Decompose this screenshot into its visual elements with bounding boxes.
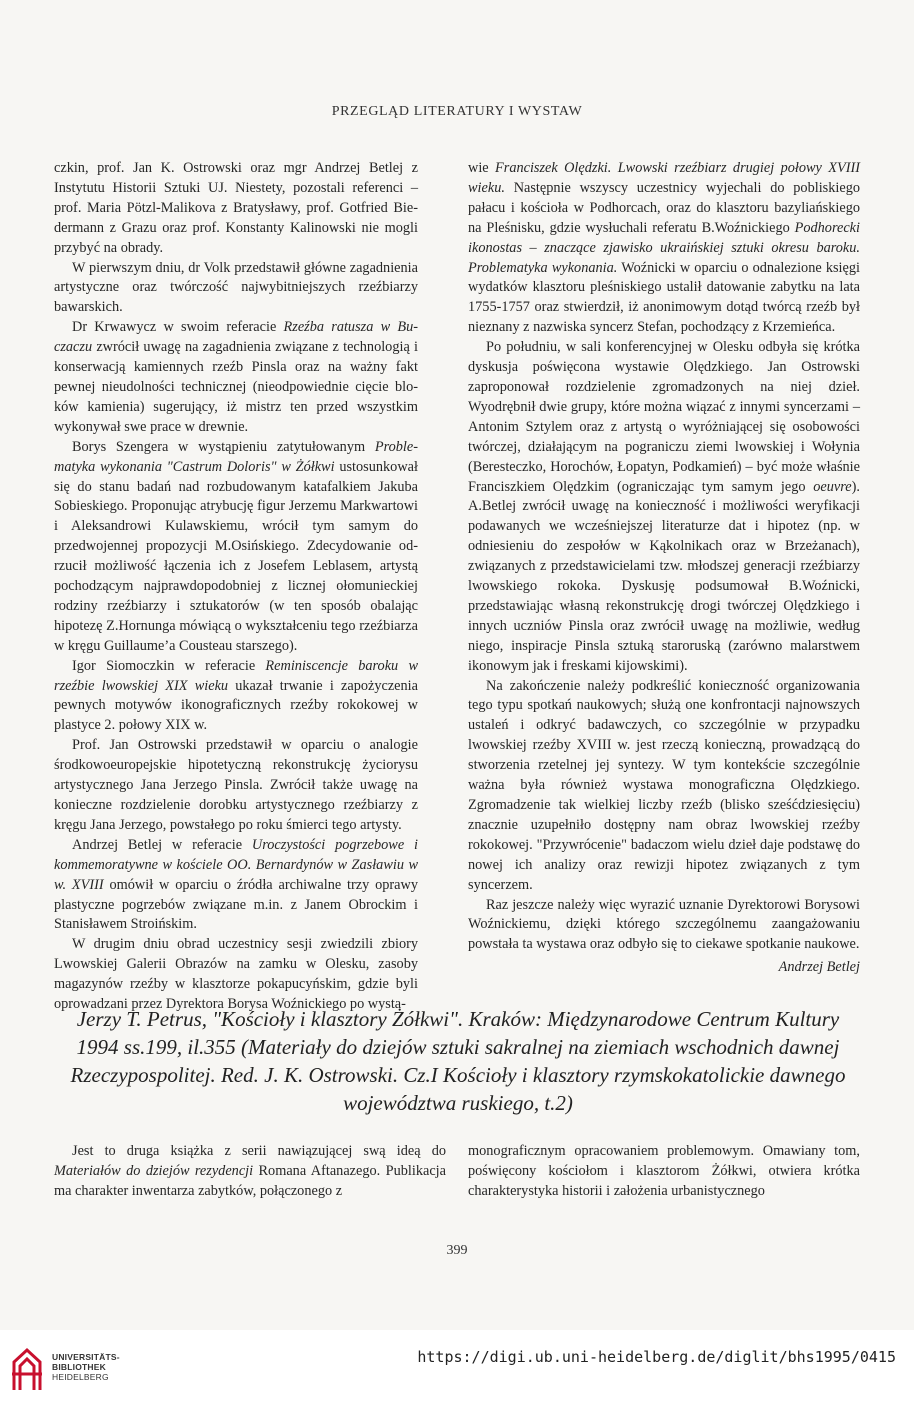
- paragraph: Raz jeszcze należy więc wyrazić uznanie Dyrektorowi Borysowi Woźnickiemu, dzięki którego szczególnemu zaangażowaniu powstała ta wystawa oraz odbyło się to ciekawe spotkanie naukowe.: [468, 896, 860, 953]
- library-name-line: BIBLIOTHEK: [52, 1362, 106, 1372]
- library-name: [52, 1352, 120, 1382]
- paragraph: Borys Szengera w wystąpieniu zatytułowanym Problematyka wykonania "Castrum Doloris" w Żółkwi ustosunkował się do stanu badań nad rozbudowanym katafalkiem Jakuba Sobieskiego. Proponując atrybucję figur Jerzemu Markwartowi i Aleksandrowi Kulawskiemu, wrócił tym samym do przedwojennej propozycji M.Osińskiego. Zdecydowanie odrzucił możliwość łączenia ich z Josefem Leblasem, artystą pochodzącym najprawdopodobniej z licznej ołomunieckiej rodziny rzeźbiarzy i sztukatorów (w ten sposób obalając hipotezę Z.Hornunga mówiącą o wykształceniu tego rzeźbiarza w kręgu Guillaume’a Cousteau starszego).: [54, 438, 418, 654]
- paragraph: Jest to druga książka z serii nawiązującej swą ideą do Materiałów do dziejów rezydencji Romana Aftanazego. Publikacja ma charakter inwentarza zabytków, połączonego z: [54, 1143, 446, 1199]
- left-column: [54, 159, 418, 1015]
- paragraph: Andrzej Betlej w referacie Uroczystości pogrzebowe i kommemoratywne w kościele OO. Bernardynów w Zasławiu w w. XVIII omówił w oparciu o źródła archiwalne trzy oprawy plastyczne pogrzebów związane m.in. z Janem Obrockim i Stanisławem Stroińskim.: [54, 836, 419, 933]
- paragraph: W drugim dniu obrad uczestnicy sesji zwiedzili zbiory Lwowskiej Galerii Obrazów na zamku w Olesku, zasoby magazynów rzeźby w klasztorze pokapucyńskim, gdzie byli oprowadzani przez Dyrektora Borysa Woźnickiego po wysta-: [54, 936, 418, 1013]
- paragraph: monograficznym opracowaniem problemowym. Omawiany tom, poświęcony kościołom i klasztorom Żółkwi, otwiera krótka charakterystyka historii i założenia urbanistycznego: [468, 1143, 860, 1199]
- library-name-line: HEIDELBERG: [52, 1372, 109, 1382]
- footer-bar: [0, 1330, 914, 1403]
- paragraph: Dr Krwawycz w swoim referacie Rzeźba ratusza w Buczaczu zwrócił uwagę na zagadnienia związane z technologią i konserwacją kamiennych rzeźb Pinsla oraz na ważny fakt pewnej nieudolności technicznej (nieodpowiednie cięcie bloków kamienia) sugerujący, iż mistrz ten przed wszystkim wykonywał swe prace w drewnie.: [54, 319, 418, 435]
- permalink-url[interactable]: https://digi.ub.uni-heidelberg.de/diglit/bhs1995/0415: [417, 1348, 896, 1366]
- page-number: 399: [446, 1243, 468, 1258]
- paragraph: Prof. Jan Ostrowski przedstawił w oparciu o analogie środkowoeuropejskie hipotetyczną rekonstrukcję życiorysu artystycznego Jana Jerzego Pinsla. Zwrócił także uwagę na konieczne rozdzielenie dorobku artystycznego rzeźbiarzy z kręgu Jana Jerzego, powstałego po roku śmierci tego artysty.: [54, 737, 418, 833]
- paragraph: wie Franciszek Olędzki. Lwowski rzeźbiarz drugiej połowy XVIII wieku. Następnie wszyscy uczestnicy wyjechali do pobliskiego pałacu i kościoła w Podhorcach, oraz do klasztoru bazyliańskiego na Pleśnisku, gdzie wysłuchali referatu B.Woźnickiego Podhorecki ikonostas – znaczące zjawisko ukraińskiej sztuki okresu baroku. Problematyka wykonania. Woźnicki w oparciu o odnalezione księgi wydatków klasztoru pleśniskiego ustalił datowanie zabytku na lata 1755-1757 oraz stwierdził, iż anonimowym dotąd twórcą rzeźb był nieznany z nazwiska syncerz Stefan, pochodzący z Krzemieńca.: [468, 160, 860, 336]
- review-left-column: [54, 1142, 446, 1202]
- paragraph: Igor Siomoczkin w referacie Reminiscencje baroku w rzeźbie lwowskiej XIX wieku ukazał trwanie i zapożyczenia pewnych motywów ikonograficznych rzeźby rokokowej w plastyce 2. połowy XIX w.: [54, 657, 418, 734]
- author-signature: Andrzej Betlej: [778, 959, 860, 976]
- library-name-line: UNIVERSITÄTS-: [52, 1352, 120, 1362]
- heidelberg-library-logo-icon: [10, 1344, 44, 1392]
- review-right-column: [468, 1142, 860, 1202]
- paragraph: W pierwszym dniu, dr Volk przedstawił główne zagadnienia artystyczne oraz twórczość najwybitniejszych rzeźbiarzy bawarskich.: [54, 259, 418, 316]
- paragraph: Na zakończenie należy podkreślić konieczność organizowania tego typu spotkań naukowych; służą one konfrontacji najnowszych ustaleń i odkryć badawczych, co szczególnie w przypadku lwowskiej rzeźby XVIII w. jest rzeczą konieczną, prowadzącą do stworzenia rzetelnej jej syntezy. W tym kontekście szczególnie ważna była również wystawa monograficzna Olędzkiego. Zgromadzenie tak wielkiej liczby rzeźb (blisko sześćdziesięciu) znacznie uzupełniło dostępny nam obraz lwowskiej rzeźby rokokowej. "Przywrócenie" badaczom wielu dzieł daje podstawę do nowej ich analizy oraz rewizji hipotez związanych z tym syncerzem.: [468, 677, 860, 893]
- paragraph: czkin, prof. Jan K. Ostrowski oraz mgr Andrzej Betlej z Instytutu Historii Sztuki UJ. Niestety, pozostali referenci – prof. Maria Pötzl-Malikova z Bratysławy, prof. Gotfried Biedermann z Grazu oraz prof. Konstanty Kalinowski nie mogli przybyć na obrady.: [54, 160, 418, 256]
- running-header: PRZEGLĄD LITERATURY I WYSTAW: [331, 104, 583, 119]
- review-title: Jerzy T. Petrus, "Kościoły i klasztory Żółkwi". Kraków: Międzynarodowe Centrum Kultury 1994 ss.199, il.355 (Materiały do dziejów sztuki sakralnej na ziemiach wschodnich dawnej Rzeczypospolitej. Red. J. K. Ostrowski. Cz.I Kościoły i klasztory rzymskokatolickie dawnego województwa ruskiego, t.2): [70, 1007, 846, 1115]
- right-column: [468, 159, 860, 978]
- paragraph: Po południu, w sali konferencyjnej w Olesku odbyła się krótka dyskusja poświęcona wystawie Olędzkiego. Jan Ostrowski zaproponował rozdzielenie zgromadzonych na niej dzieł. Wyodrębnił dwie grupy, które można wiązać z innymi syncerzami – Antonim Sztylem oraz z artystą o wyróżniającej się osobowości twórczej, działającym na pograniczu ziemi lwowskiej i Wołynia (Beresteczko, Horochów, Łopatyn, Podkamień) – być może właśnie Franciszkiem Olędzkim (ograniczając tym samym jego oeuvre). A.Betlej zwrócił uwagę na konieczność i możliwości weryfikacji podawanych we wcześniejszej literaturze dat i hipotez (np. w odniesieniu do zespołów w Kąkolnikach oraz w Brzeżanach), związanych z przedstawicielami tzw. młodszej generacji rzeźbiarzy lwowskiego rokoka. Dyskusję podsumował B.Woźnicki, przedstawiając własną rekonstrukcję drogi twórczej Olędzkiego i innych uczniów Pinsla oraz zwrócił uwagę na możliwie, według niego, inspiracje Pinsla sztuką staroruską (zarówno malarstwem ikonowym jak i freskami kijowskimi).: [468, 339, 860, 674]
